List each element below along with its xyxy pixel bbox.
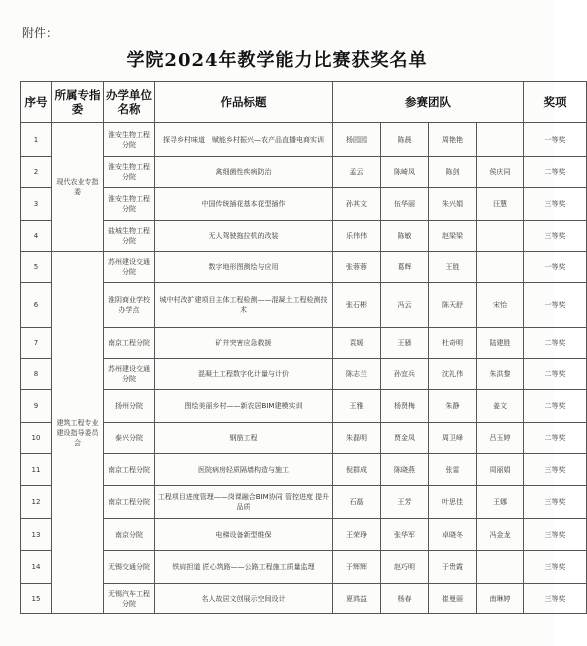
unit-cell: 扬州分院 bbox=[104, 390, 155, 423]
team-member-cell: 王胜 bbox=[429, 252, 477, 283]
team-member-cell: 陆建胜 bbox=[477, 328, 524, 359]
unit-cell: 淮安生物工程分院 bbox=[104, 188, 155, 221]
table-row bbox=[21, 486, 587, 519]
team-member-cell: 冯云 bbox=[381, 283, 429, 328]
team-member-cell: 侯庆同 bbox=[477, 157, 524, 188]
team-member-cell: 朱兴娟 bbox=[429, 188, 477, 221]
dept-cell: 建筑工程专业建设指导委员会 bbox=[52, 252, 104, 614]
row-number: 1 bbox=[21, 123, 52, 157]
team-member-cell: 张石彬 bbox=[333, 283, 381, 328]
unit-cell: 淮安生物工程分院 bbox=[104, 157, 155, 188]
team-member-cell: 姜文 bbox=[477, 390, 524, 423]
award-cell: 二等奖 bbox=[524, 359, 587, 390]
team-member-cell: 陈天舒 bbox=[429, 283, 477, 328]
row-number: 8 bbox=[21, 359, 52, 390]
team-member-cell: 陈敏 bbox=[381, 221, 429, 252]
work-title-cell: 钢筋工程 bbox=[155, 423, 333, 454]
team-member-cell: 陈志兰 bbox=[333, 359, 381, 390]
team-member-cell: 陈崎凤 bbox=[381, 157, 429, 188]
team-member-cell: 王骚 bbox=[381, 328, 429, 359]
table-row bbox=[21, 519, 587, 551]
team-member-cell: 杨园园 bbox=[333, 123, 381, 157]
unit-cell: 泰兴分院 bbox=[104, 423, 155, 454]
header-index: 序号 bbox=[21, 82, 52, 123]
table-row bbox=[21, 123, 587, 157]
work-title-cell: 图绘美丽乡村——新农居BIM建模实训 bbox=[155, 390, 333, 423]
unit-cell: 无锡交通分院 bbox=[104, 551, 155, 584]
work-title-cell: 电梯设备新型维保 bbox=[155, 519, 333, 551]
dept-cell: 现代农业专指委 bbox=[52, 123, 104, 252]
header-dept: 所属专指委 bbox=[52, 82, 104, 123]
row-number: 12 bbox=[21, 486, 52, 519]
row-number: 10 bbox=[21, 423, 52, 454]
row-number: 2 bbox=[21, 157, 52, 188]
work-title-cell: 工程项目进度管理——岗课融合BIM协同 管控进度 提升品质 bbox=[155, 486, 333, 519]
unit-cell: 南京分院 bbox=[104, 519, 155, 551]
table-row bbox=[21, 283, 587, 328]
unit-cell: 苏州建设交通分院 bbox=[104, 359, 155, 390]
award-cell: 三等奖 bbox=[524, 486, 587, 519]
team-member-cell: 朱洪黎 bbox=[477, 359, 524, 390]
award-cell: 三等奖 bbox=[524, 454, 587, 486]
awards-table bbox=[20, 81, 587, 614]
table-row bbox=[21, 188, 587, 221]
award-cell: 一等奖 bbox=[524, 252, 587, 283]
award-cell: 一等奖 bbox=[524, 123, 587, 157]
team-member-cell: 沈礼伟 bbox=[429, 359, 477, 390]
team-member-cell: 汪慧 bbox=[477, 188, 524, 221]
team-member-cell: 于贵霞 bbox=[429, 551, 477, 584]
unit-cell: 无锡汽车工程分院 bbox=[104, 584, 155, 614]
table-row bbox=[21, 584, 587, 614]
work-title-cell: 数字地形图测绘与应用 bbox=[155, 252, 333, 283]
work-title-cell: 中国传统插花基本花型插作 bbox=[155, 188, 333, 221]
table-row bbox=[21, 390, 587, 423]
team-member-cell: 贾金凤 bbox=[381, 423, 429, 454]
team-member-cell: 张华军 bbox=[381, 519, 429, 551]
team-member-cell: 叶思佳 bbox=[429, 486, 477, 519]
team-member-cell: 朱磊明 bbox=[333, 423, 381, 454]
work-title-cell: 矿井突害应急救援 bbox=[155, 328, 333, 359]
team-member-cell: 王荣琤 bbox=[333, 519, 381, 551]
team-member-cell: 葛辉 bbox=[381, 252, 429, 283]
header-award: 奖项 bbox=[524, 82, 587, 123]
unit-cell: 南京工程分院 bbox=[104, 328, 155, 359]
team-member-cell: 崔曼丽 bbox=[429, 584, 477, 614]
team-member-cell: 于辉辉 bbox=[333, 551, 381, 584]
work-title-cell: 探寻乡村味道 赋能乡村振兴—农产品直播电商实训 bbox=[155, 123, 333, 157]
team-member-cell: 朱静 bbox=[429, 390, 477, 423]
work-title-cell: 铁肩担道 匠心筑路——公路工程施工质量监理 bbox=[155, 551, 333, 584]
team-member-cell: 袁媛 bbox=[333, 328, 381, 359]
award-cell: 一等奖 bbox=[524, 283, 587, 328]
table-row bbox=[21, 157, 587, 188]
table-row bbox=[21, 423, 587, 454]
attachment-label: 附件： bbox=[22, 26, 59, 40]
table-row bbox=[21, 252, 587, 283]
team-member-cell: 杨春 bbox=[381, 584, 429, 614]
row-number: 11 bbox=[21, 454, 52, 486]
team-member-cell: 卓晓冬 bbox=[429, 519, 477, 551]
work-title-cell: 无人驾驶拖拉机的改装 bbox=[155, 221, 333, 252]
team-member-cell: 赵梁梁 bbox=[429, 221, 477, 252]
team-member-cell: 孙宜兵 bbox=[381, 359, 429, 390]
table-row bbox=[21, 221, 587, 252]
unit-cell: 苏州建设交通分院 bbox=[104, 252, 155, 283]
unit-cell: 淮安生物工程分院 bbox=[104, 123, 155, 157]
team-member-cell: 周艳艳 bbox=[429, 123, 477, 157]
row-number: 14 bbox=[21, 551, 52, 584]
award-cell: 三等奖 bbox=[524, 584, 587, 614]
team-member-cell: 石磊 bbox=[333, 486, 381, 519]
row-number: 4 bbox=[21, 221, 52, 252]
row-number: 6 bbox=[21, 283, 52, 328]
team-member-cell: 伍华丽 bbox=[381, 188, 429, 221]
row-number: 9 bbox=[21, 390, 52, 423]
team-member-cell: 孟云 bbox=[333, 157, 381, 188]
unit-cell: 盐城生物工程分院 bbox=[104, 221, 155, 252]
team-member-cell: 王雅 bbox=[333, 390, 381, 423]
row-number: 13 bbox=[21, 519, 52, 551]
team-member-cell: 陈剑 bbox=[429, 157, 477, 188]
award-cell: 二等奖 bbox=[524, 328, 587, 359]
award-cell: 三等奖 bbox=[524, 221, 587, 252]
team-member-cell: 杨贤梅 bbox=[381, 390, 429, 423]
work-title-cell: 城中村改扩建项目主体工程检测——混凝土工程检测技术 bbox=[155, 283, 333, 328]
table-row bbox=[21, 328, 587, 359]
unit-cell: 淮阴商业学校办学点 bbox=[104, 283, 155, 328]
unit-cell: 南京工程分院 bbox=[104, 486, 155, 519]
team-member-cell: 陈晓燕 bbox=[381, 454, 429, 486]
team-member-cell: 王娜 bbox=[477, 486, 524, 519]
table-header-row bbox=[21, 82, 587, 123]
team-member-cell: 乐伟伟 bbox=[333, 221, 381, 252]
team-member-cell bbox=[477, 252, 524, 283]
team-member-cell: 孙其文 bbox=[333, 188, 381, 221]
header-team: 参赛团队 bbox=[333, 82, 524, 123]
row-number: 7 bbox=[21, 328, 52, 359]
work-title-cell: 医院病房轻质隔墙构造与施工 bbox=[155, 454, 333, 486]
document-title: 学院2024年教学能力比赛获奖名单 bbox=[126, 50, 428, 71]
team-member-cell bbox=[477, 123, 524, 157]
team-member-cell: 张雷 bbox=[429, 454, 477, 486]
row-number: 3 bbox=[21, 188, 52, 221]
team-member-cell: 赵巧明 bbox=[381, 551, 429, 584]
team-member-cell: 夏鸿益 bbox=[333, 584, 381, 614]
table-row bbox=[21, 359, 587, 390]
work-title-cell: 名人故居文创展示空间设计 bbox=[155, 584, 333, 614]
team-member-cell: 杜奇明 bbox=[429, 328, 477, 359]
team-member-cell: 吕玉婷 bbox=[477, 423, 524, 454]
team-member-cell: 周卫峰 bbox=[429, 423, 477, 454]
header-work: 作品标题 bbox=[155, 82, 333, 123]
team-member-cell: 南琳婷 bbox=[477, 584, 524, 614]
award-cell: 三等奖 bbox=[524, 551, 587, 584]
work-title-cell: 禽细菌性疾病防治 bbox=[155, 157, 333, 188]
team-member-cell: 宋怡 bbox=[477, 283, 524, 328]
team-member-cell: 冯金龙 bbox=[477, 519, 524, 551]
work-title-cell: 混凝土工程数字化计量与计价 bbox=[155, 359, 333, 390]
team-member-cell: 周丽娟 bbox=[477, 454, 524, 486]
team-member-cell: 倪群成 bbox=[333, 454, 381, 486]
team-member-cell bbox=[477, 221, 524, 252]
unit-cell: 南京工程分院 bbox=[104, 454, 155, 486]
team-member-cell: 陈晨 bbox=[381, 123, 429, 157]
table-row bbox=[21, 551, 587, 584]
team-member-cell: 张蓉蓉 bbox=[333, 252, 381, 283]
award-cell: 三等奖 bbox=[524, 188, 587, 221]
table-row bbox=[21, 454, 587, 486]
team-member-cell: 王芳 bbox=[381, 486, 429, 519]
row-number: 15 bbox=[21, 584, 52, 614]
row-number: 5 bbox=[21, 252, 52, 283]
award-cell: 二等奖 bbox=[524, 423, 587, 454]
award-cell: 二等奖 bbox=[524, 157, 587, 188]
team-member-cell bbox=[477, 551, 524, 584]
award-cell: 二等奖 bbox=[524, 390, 587, 423]
header-unit: 办学单位名称 bbox=[104, 82, 155, 123]
award-cell: 三等奖 bbox=[524, 519, 587, 551]
